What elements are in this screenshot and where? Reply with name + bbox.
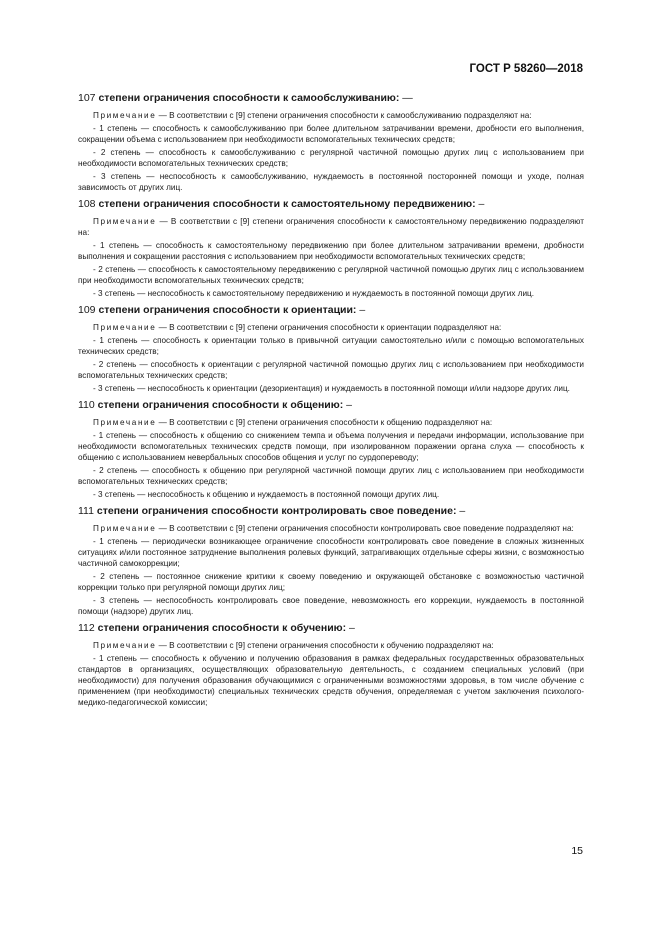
term-heading bbox=[78, 92, 584, 105]
term-heading bbox=[78, 198, 584, 211]
term-number: 108 bbox=[78, 198, 96, 210]
degree-item: - 3 степень — неспособность контролировать свое поведение, невозможность его коррекции, нуждаемость в постоянной помощи (надзоре) других лиц. bbox=[78, 596, 584, 616]
degree-item: - 2 степень — способность к самостоятельному передвижению с регулярной частичной помощью других лиц с использованием при необходимости вспомогательных технических средств; bbox=[78, 265, 584, 285]
note-text: — В соответствии с [9] степени ограничения способности к самостоятельному передвижению подразделяют на: bbox=[78, 217, 584, 237]
degree-item: - 2 степень — способность к общению при регулярной частичной помощи других лиц с использованием при необходимости вспомогательных технических средств; bbox=[78, 466, 584, 486]
term-heading bbox=[78, 304, 584, 317]
term-title: степени ограничения способности к общению: bbox=[97, 399, 344, 411]
degree-item: - 1 степень — периодически возникающее ограничение способности контролировать свое поведение в сложных жизненных ситуациях и/или постоянное затруднение выполнения ролевых функций, затрагивающих отдельные сферы жизни, с возможностью частичной самокоррекции; bbox=[78, 537, 584, 568]
degree-item: - 3 степень — неспособность к общению и нуждаемость в постоянной помощи других лиц. bbox=[93, 490, 440, 499]
term-number: 111 bbox=[78, 505, 94, 517]
note-text: — В соответствии с [9] степени ограничения способности контролировать свое поведение подразделяют на: bbox=[156, 524, 574, 533]
note-paragraph bbox=[78, 523, 584, 534]
note-paragraph bbox=[78, 640, 584, 651]
degree-item: - 1 степень — способность к общению со снижением темпа и объема получения и передачи информации, использование при необходимости вспомогательных технических средств помощи, при изолированном поражении органа слуха — способность к общению с использованием невербальных способов общения и услуг по сурдопереводу; bbox=[78, 431, 584, 462]
note-label: Примечание bbox=[93, 323, 157, 332]
note-label: Примечание bbox=[93, 111, 157, 120]
term-suffix: – bbox=[343, 399, 352, 411]
term-number: 109 bbox=[78, 304, 96, 316]
term-number: 107 bbox=[78, 92, 96, 104]
term-section bbox=[78, 622, 584, 708]
degree-item: - 1 степень — способность к самообслуживанию при более длительном затрачивании времени, дробности его выполнения, сокращении объема с использованием при необходимости вспомогательных технических средств; bbox=[78, 124, 584, 144]
note-paragraph bbox=[78, 110, 584, 121]
degree-item: - 3 степень — неспособность к самостоятельному передвижению и нуждаемость в постоянной помощи других лиц. bbox=[93, 289, 535, 298]
term-section bbox=[78, 399, 584, 500]
degree-item: - 1 степень — способность к самостоятельному передвижению при более длительном затрачивании времени, дробности выполнения и сокращении расстояния с использованием при необходимости вспомогательных технических средств; bbox=[78, 241, 584, 261]
document-code: ГОСТ Р 58260—2018 bbox=[469, 63, 583, 75]
term-suffix: — bbox=[399, 92, 413, 104]
note-label: Примечание bbox=[93, 641, 157, 650]
degree-item: - 1 степень — способность к ориентации только в привычной ситуации самостоятельно и/или с помощью вспомогательных технических средств; bbox=[78, 336, 584, 356]
document-body bbox=[78, 92, 584, 713]
term-title: степени ограничения способности контролировать свое поведение: bbox=[96, 505, 457, 517]
term-heading bbox=[78, 399, 584, 412]
term-title: степени ограничения способности к самообслуживанию: bbox=[98, 92, 400, 104]
term-section bbox=[78, 304, 584, 394]
term-suffix: – bbox=[356, 304, 366, 316]
note-text: — В соответствии с [9] степени ограничения способности к общению подразделяют на: bbox=[156, 418, 493, 427]
note-paragraph bbox=[78, 216, 584, 238]
degree-item: - 2 степень — способность к ориентации с регулярной частичной помощью других лиц с использованием при необходимости вспомогательных технических средств; bbox=[78, 360, 584, 380]
note-text: — В соответствии с [9] степени ограничения способности к ориентации подразделяют на: bbox=[156, 323, 502, 332]
term-section bbox=[78, 505, 584, 617]
term-number: 110 bbox=[78, 399, 95, 411]
note-label: Примечание bbox=[93, 418, 157, 427]
term-number: 112 bbox=[78, 622, 95, 634]
degree-item: - 1 степень — способность к обучению и получению образования в рамках федеральных государственных образовательных стандартов в организациях, осуществляющих образовательную деятельность, с созданием специальных условий (при необходимости) для получения образования обучающимися с ограниченными возможностями здоровья, в том числе обучение с применением (при необходимости) специальных технических средств обучения, определяемая с учетом заключения психолого-медико-педагогической комиссии; bbox=[78, 654, 584, 707]
page-number: 15 bbox=[571, 845, 583, 857]
term-title: степени ограничения способности к самостоятельному передвижению: bbox=[98, 198, 476, 210]
term-suffix: – bbox=[456, 505, 466, 517]
term-heading bbox=[78, 505, 584, 518]
degree-item: - 3 степень — неспособность к ориентации (дезориентация) и нуждаемость в постоянной помощи и/или надзоре других лиц. bbox=[93, 384, 570, 393]
term-suffix: – bbox=[346, 622, 355, 634]
term-section bbox=[78, 92, 584, 193]
note-text: — В соответствии с [9] степени ограничения способности к обучению подразделяют на: bbox=[156, 641, 494, 650]
note-label: Примечание bbox=[93, 217, 157, 226]
note-text: — В соответствии с [9] степени ограничения способности к самообслуживанию подразделяют на: bbox=[156, 111, 532, 120]
term-heading bbox=[78, 622, 584, 635]
term-title: степени ограничения способности к ориентации: bbox=[98, 304, 357, 316]
term-suffix: – bbox=[475, 198, 485, 210]
term-title: степени ограничения способности к обучению: bbox=[97, 622, 347, 634]
note-paragraph bbox=[78, 417, 584, 428]
note-paragraph bbox=[78, 322, 584, 333]
degree-item: - 2 степень — способность к самообслуживанию с регулярной частичной помощью других лиц с использованием при необходимости вспомогательных технических средств; bbox=[78, 148, 584, 168]
note-label: Примечание bbox=[93, 524, 157, 533]
degree-item: - 2 степень — постоянное снижение критики к своему поведению и окружающей обстановке с возможностью частичной коррекции только при регулярной помощи других лиц; bbox=[78, 572, 584, 592]
term-section bbox=[78, 198, 584, 299]
degree-item: - 3 степень — неспособность к самообслуживанию, нуждаемость в постоянной посторонней помощи и уходе, полная зависимость от других лиц. bbox=[78, 172, 584, 192]
